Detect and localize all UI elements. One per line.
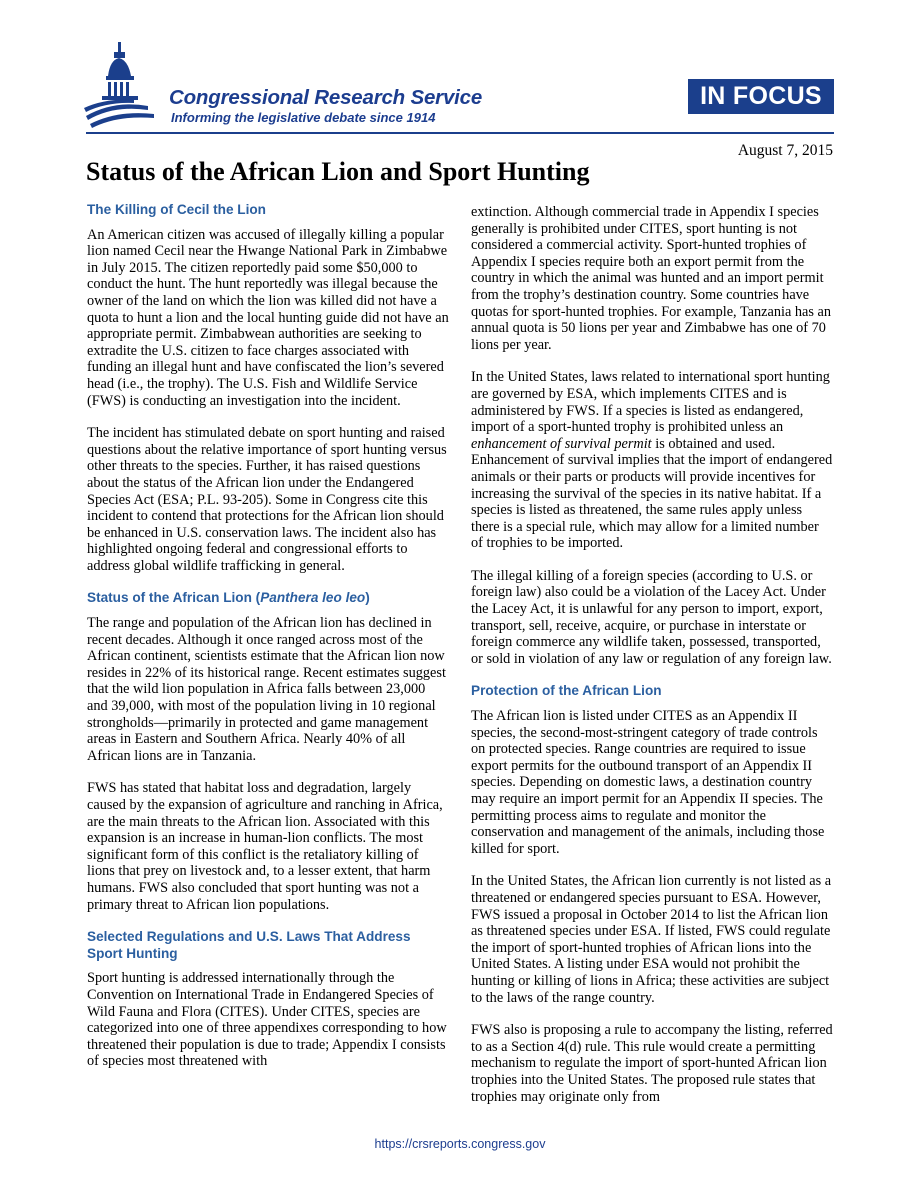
capitol-dome-icon — [84, 40, 166, 128]
section-heading-status: Status of the African Lion (Panthera leo leo) — [87, 590, 370, 606]
org-tagline: Informing the legislative debate since 1914 — [171, 110, 436, 125]
paragraph: An American citizen was accused of illegally killing a popular lion named Cecil near the Hwange National Park in Zimbabwe in July 2015. The citizen reportedly paid some $50,000 to conduct the hunt. The hunt reportedly was illegal because the owner of the land on which the lion was killed did not have a quota to hunt a lion and the local hunting guide did not have an appropriate permit. Zimbabwean authorities are seeking to extradite the U.S. citizen to face charges associated with funding an illegal hunt and have confiscated the lion’s severed head (i.e., the trophy). The U.S. Fish and Wildlife Service (FWS) is conducting an investigation into the incident. — [87, 226, 449, 409]
in-focus-badge: IN FOCUS — [688, 79, 834, 114]
section-heading-regulations: Selected Regulations and U.S. Laws That Address Sport Hunting — [87, 929, 411, 961]
paragraph: FWS has stated that habitat loss and degradation, largely caused by the expansion of agriculture and ranching in Africa, are the main threats to the African lion. Associated with this expansion is an increase in human-lion conflicts. The most significant form of this conflict is the retaliatory killing of lions that prey on livestock and, to a lesser extent, that harm humans. FWS also concluded that sport hunting was not a primary threat to African lion populations. — [87, 780, 443, 913]
paragraph: In the United States, laws related to international sport hunting are governed by ESA, which implements CITES and is administered by FWS. If a species is listed as endangered, import of a sport-hunted trophy is prohibited unless an enhancement of survival permit is obtained and used. Enhancement of survival implies that the import of endangered animals or their parts or products will provide incentives for increasing the survival of the species in its native habitat. If a species is listed as threatened, the same rules apply unless there is a special rule, which may allow for a limited number of trophies to be imported. — [471, 369, 833, 552]
paragraph: The incident has stimulated debate on sport hunting and raised questions about the relative importance of sport hunting versus other threats to the species. Further, it has raised questions about the status of the African lion under the Endangered Species Act (ESA; P.L. 93-205). Some in Congress cite this incident to contend that protections for the African lion should be enhanced in U.S. conservation laws. The incident also has highlighted ongoing federal and congressional efforts to address global wildlife trafficking in general. — [87, 425, 447, 574]
paragraph: extinction. Although commercial trade in Appendix I species generally is prohibited under CITES, sport hunting is not considered a commercial activity. Sport-hunted trophies of Appendix I species require both an export permit from the country in which the animal was hunted and an import permit from the trophy’s destination country. Some countries have quotas for sport-hunted trophies. For example, Tanzania has an annual quota is 50 lions per year and Zimbabwe has one of 70 lions per year. — [471, 204, 832, 353]
org-name: Congressional Research Service — [169, 86, 483, 109]
header-rule — [86, 132, 834, 134]
paragraph: FWS also is proposing a rule to accompany the listing, referred to as a Section 4(d) rule. This rule would create a permitting mechanism to regulate the import of sport-hunted African lion trophies into the United States. The proposed rule states that trophies may originate only from — [471, 1022, 833, 1105]
page-title: Status of the African Lion and Sport Hunting — [86, 157, 590, 186]
right-column — [471, 204, 833, 1121]
section-heading-cecil: The Killing of Cecil the Lion — [87, 202, 266, 217]
footer-url-link[interactable]: https://crsreports.congress.gov — [374, 1137, 546, 1151]
publication-date: August 7, 2015 — [737, 142, 833, 159]
paragraph: The illegal killing of a foreign species (according to U.S. or foreign law) also could be a violation of the Lacey Act. Under the Lacey Act, it is unlawful for any person to import, export, transport, sell, receive, acquire, or purchase in interstate or foreign commerce any wildlife taken, possessed, transported, or sold in violation of any law or regulation of any foreign law. — [471, 567, 832, 667]
left-column — [87, 202, 449, 1086]
paragraph: The range and population of the African lion has declined in recent decades. Although it once ranged across most of the African continent, scientists estimate that the African lion now resides in 22% of its historical range. Recent estimates suggest that the wild lion population in Africa falls between 23,000 and 39,000, with most of the population living in 10 regional strongholds—primarily in protected and game management areas in Eastern and Southern Africa. Nearly 40% of all African lions are in Tanzania. — [87, 615, 446, 764]
section-heading-protection: Protection of the African Lion — [471, 683, 662, 699]
paragraph: Sport hunting is addressed internationally through the Convention on International Trade in Endangered Species of Wild Fauna and Flora (CITES). Under CITES, species are categorized into one of three appendixes corresponding to how threatened their population is due to trade; Appendix I consists of species most threatened with — [87, 970, 447, 1070]
paragraph: The African lion is listed under CITES as an Appendix II species, the second-most-stringent category of trade controls on protected species. Range countries are required to issue export permits for the outbound transport of an Appendix II species. Depending on domestic laws, a destination country may require an import permit for an Appendix II species. The permitting process aims to regulate and monitor the conservation and management of the animals, including those killed for sport. — [471, 708, 825, 857]
paragraph: In the United States, the African lion currently is not listed as a threatened or endangered species pursuant to ESA. However, FWS issued a proposal in October 2014 to list the African lion as threatened species under ESA. If listed, FWS could regulate the import of sport-hunted trophies of African lions into the United States. A listing under ESA would not prohibit the hunting or killing of lions in Africa; these activities are subject to the laws of the range country. — [471, 873, 832, 1006]
